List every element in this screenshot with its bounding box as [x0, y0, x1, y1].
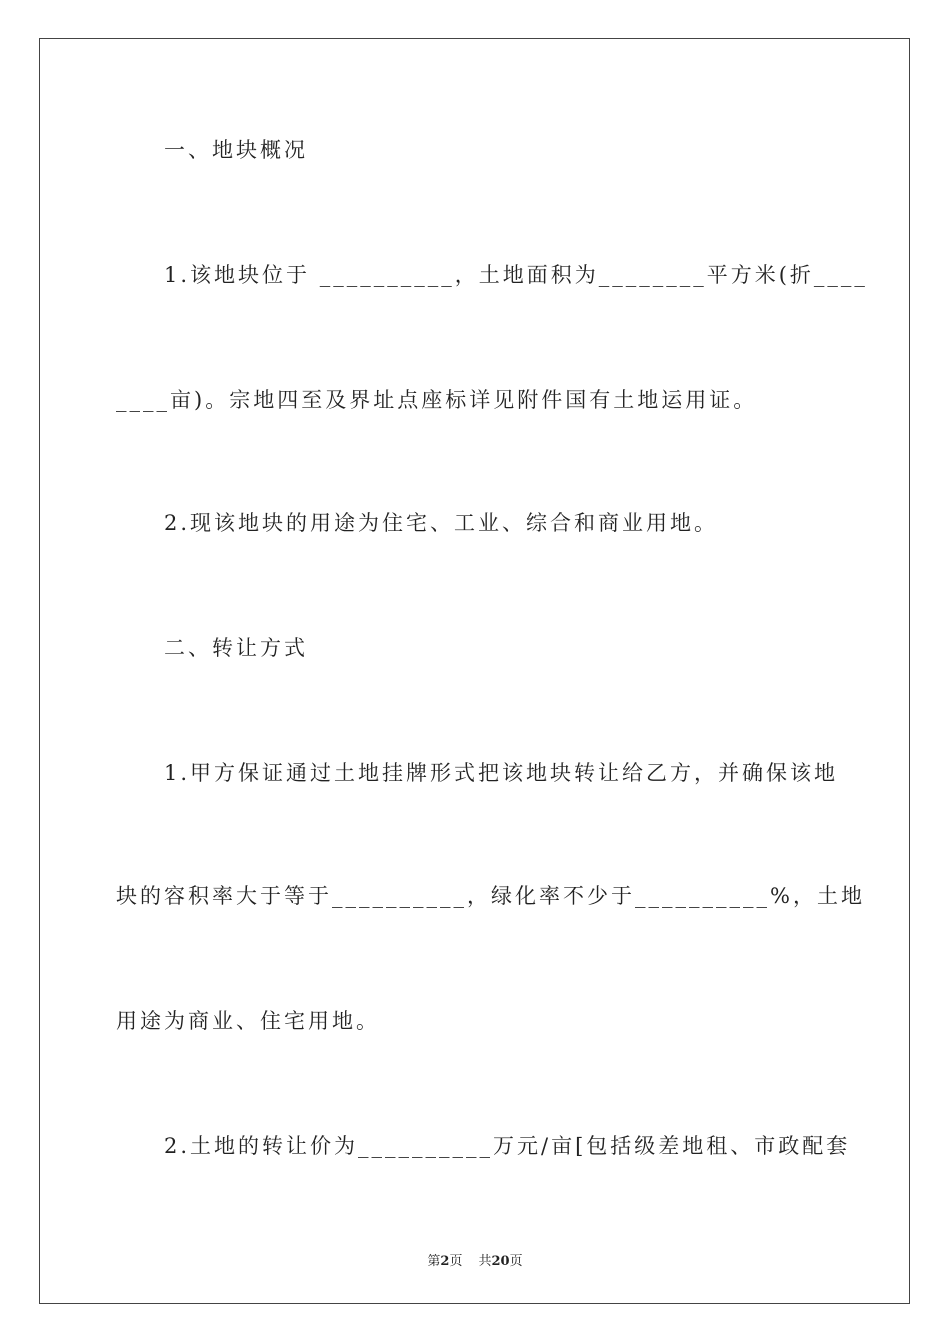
- paragraph-line: 1.该地块位于 __________，土地面积为________平方米(折____: [164, 263, 868, 287]
- page-number: 2: [440, 1254, 450, 1269]
- total-suffix: 页: [509, 1254, 523, 1269]
- page-suffix: 页: [449, 1254, 463, 1269]
- page-footer: [0, 1250, 950, 1269]
- paragraph-line: 2.土地的转让价为__________万元/亩[包括级差地租、市政配套: [164, 1134, 851, 1158]
- total-prefix: 共: [478, 1254, 492, 1269]
- paragraph-line: ____亩)。宗地四至及界址点座标详见附件国有土地运用证。: [116, 388, 758, 412]
- page-total: 20: [491, 1254, 510, 1269]
- paragraph-line: 2.现该地块的用途为住宅、工业、综合和商业用地。: [164, 511, 719, 535]
- paragraph-line: 1.甲方保证通过土地挂牌形式把该地块转让给乙方，并确保该地: [164, 761, 839, 785]
- section-heading-transfer-method: 二、转让方式: [164, 636, 308, 660]
- page-prefix: 第: [427, 1254, 441, 1269]
- page-border: [39, 38, 910, 1304]
- paragraph-line: 用途为商业、住宅用地。: [116, 1009, 380, 1033]
- paragraph-line: 块的容积率大于等于__________，绿化率不少于__________%，土地: [116, 884, 865, 908]
- section-heading-land-overview: 一、地块概况: [164, 138, 308, 162]
